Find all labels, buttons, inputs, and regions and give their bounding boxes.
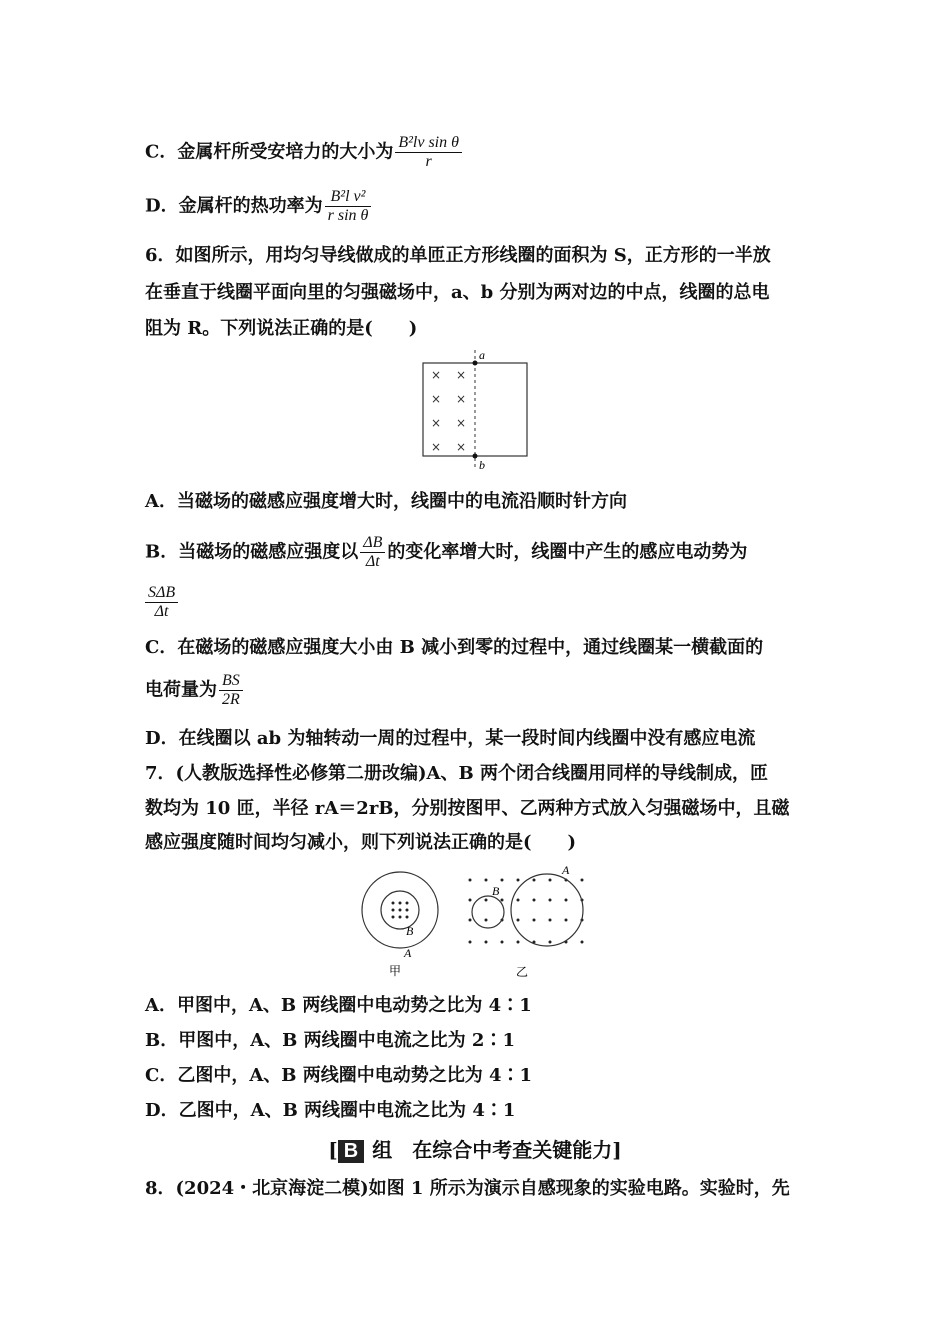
q6-option-b-answer-fraction — [145, 584, 178, 621]
svg-text:×: × — [456, 392, 467, 406]
fraction-numerator: SΔB — [145, 584, 178, 603]
q6-option-b-pre: B．当磁场的磁感应强度以 — [145, 541, 359, 563]
q7-option-d: D．乙图中，A、B 两线圈中电流之比为 4∶1 — [145, 1100, 516, 1121]
svg-text:×: × — [431, 416, 442, 430]
q6-option-c-line2 — [145, 672, 245, 709]
q5-option-d-text: 金属杆的热功率为 — [178, 195, 323, 217]
fraction-denominator: r — [425, 153, 432, 170]
q6-stem-line3: 阻为 R。下列说法正确的是( ) — [145, 318, 418, 339]
point-a — [473, 361, 478, 366]
q6-option-b-rate — [360, 534, 385, 571]
q6-option-b — [145, 534, 747, 571]
bracket-right: ] — [612, 1138, 622, 1162]
fraction-numerator: B²lv sin θ — [395, 134, 462, 153]
label-a: a — [479, 348, 485, 362]
q6-figure — [415, 345, 540, 475]
q5-option-d-fraction — [325, 188, 372, 225]
label-b: b — [479, 458, 485, 472]
fraction-numerator: ΔB — [360, 534, 385, 553]
fraction-denominator: Δt — [365, 553, 380, 570]
q8-stem-line1: 8．(2024・北京海淀二模)如图 1 所示为演示自感现象的实验电路。实验时，先 — [145, 1178, 790, 1199]
label-B: B — [492, 884, 500, 898]
q5-option-c — [145, 134, 464, 171]
svg-text:×: × — [456, 440, 467, 454]
label-yi: 乙 — [516, 965, 529, 979]
q6-option-b-answer — [145, 584, 180, 621]
point-b — [473, 454, 478, 459]
coil-A — [511, 874, 583, 946]
q6-stem-line2: 在垂直于线圈平面向里的匀强磁场中，a、b 分别为两对边的中点，线圈的总电 — [145, 282, 770, 303]
field-dots — [392, 902, 409, 919]
q7-option-c: C．乙图中，A、B 两线圈中电动势之比为 4∶1 — [145, 1065, 533, 1086]
fraction-denominator: 2R — [222, 691, 240, 708]
q6-option-c-pre: 电荷量为 — [145, 679, 217, 701]
field-dots — [469, 879, 584, 944]
q6-stem-line1: 6．如图所示，用均匀导线做成的单匝正方形线圈的面积为 S，正方形的一半放 — [145, 245, 771, 266]
fraction-denominator: Δt — [154, 603, 169, 620]
coil-B — [472, 896, 504, 928]
q6-option-b-post: 的变化率增大时，线圈中产生的感应电动势为 — [387, 541, 748, 563]
q5-option-d — [145, 188, 373, 225]
q5-option-d-label: D． — [145, 195, 179, 217]
q6-option-a: A．当磁场的磁感应强度增大时，线圈中的电流沿顺时针方向 — [145, 491, 627, 512]
q6-option-c-fraction — [219, 672, 243, 709]
section-letter-badge: B — [338, 1140, 364, 1163]
bracket-left: [ — [328, 1138, 338, 1162]
q6-option-d: D．在线圈以 ab 为轴转动一周的过程中，某一段时间内线圈中没有感应电流 — [145, 728, 756, 749]
fraction-numerator: B²l v² — [325, 188, 372, 207]
label-B: B — [406, 924, 414, 938]
svg-text:×: × — [431, 392, 442, 406]
q6-option-c-line1: C．在磁场的磁感应强度大小由 B 减小到零的过程中，通过线圈某一横截面的 — [145, 637, 764, 658]
q7-option-b: B．甲图中，A、B 两线圈中电流之比为 2∶1 — [145, 1030, 515, 1051]
svg-text:×: × — [431, 368, 442, 382]
q5-option-c-label: C． — [145, 141, 178, 163]
section-title: 组 在综合中考查关键能力 — [372, 1138, 613, 1162]
magnetic-field-crosses — [431, 368, 466, 454]
q7-stem-line2: 数均为 10 匝，半径 rA＝2rB，分别按图甲、乙两种方式放入匀强磁场中，且磁 — [145, 798, 790, 819]
label-A: A — [404, 946, 412, 960]
label-jia: 甲 — [389, 964, 402, 978]
q7-figure-yi — [462, 862, 592, 982]
fraction-denominator: r sin θ — [327, 207, 369, 224]
fraction-numerator: BS — [219, 672, 243, 691]
svg-text:×: × — [431, 440, 442, 454]
q7-stem-line3: 感应强度随时间均匀减小，则下列说法正确的是( ) — [145, 832, 577, 853]
q5-option-c-text: 金属杆所受安培力的大小为 — [177, 141, 394, 163]
q5-option-c-fraction — [395, 134, 462, 171]
q7-option-a: A．甲图中，A、B 两线圈中电动势之比为 4∶1 — [145, 995, 532, 1016]
q7-figure-jia — [355, 865, 445, 980]
svg-text:×: × — [456, 416, 467, 430]
label-A: A — [562, 863, 570, 877]
svg-text:×: × — [456, 368, 467, 382]
q7-stem-line1: 7．(人教版选择性必修第二册改编)A、B 两个闭合线圈用同样的导线制成，匝 — [145, 763, 769, 784]
section-header — [0, 1134, 950, 1163]
